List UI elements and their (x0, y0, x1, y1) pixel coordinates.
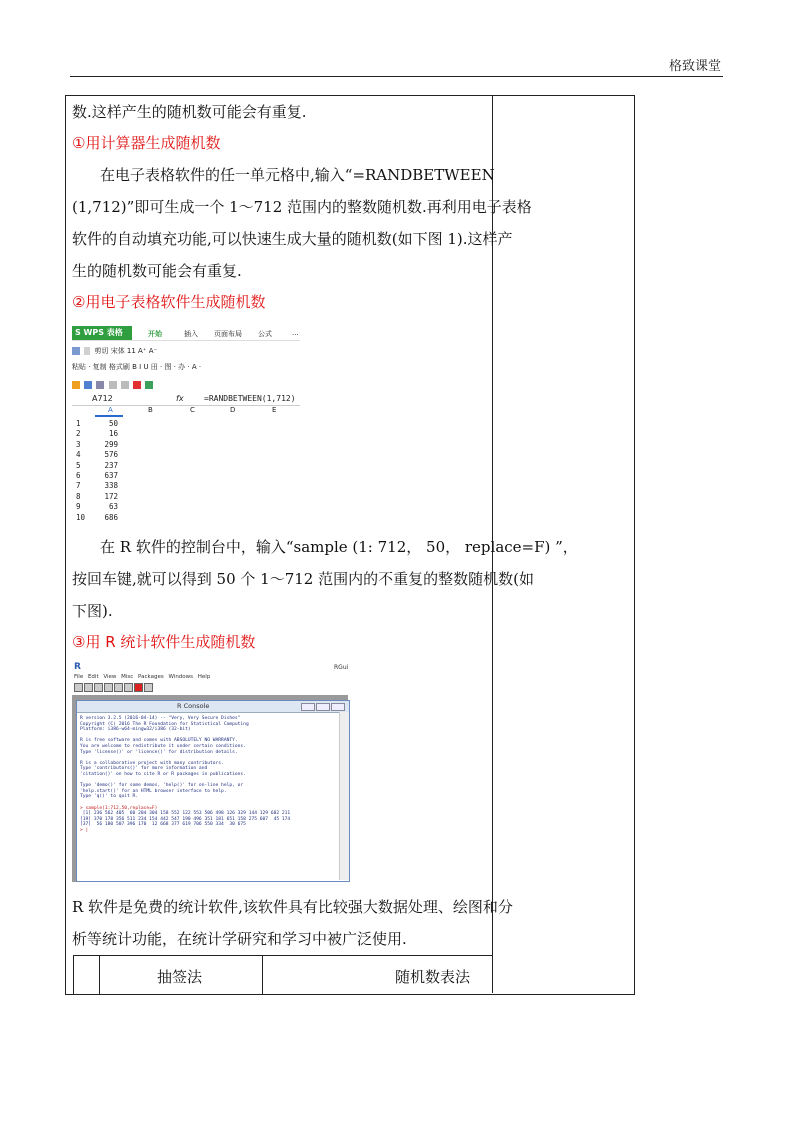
cell-value[interactable]: 50 (108, 419, 118, 428)
row-number[interactable]: 4 (76, 450, 81, 460)
redo-icon (121, 381, 129, 389)
r-console-title: R Console (177, 702, 210, 710)
col-header-d[interactable]: D (230, 406, 236, 414)
para1-line4: 生的随机数可能会有重复. (72, 262, 242, 280)
cell-value[interactable]: 338 (104, 481, 118, 491)
para2-line1: 在 R 软件的控制台中，输入“sample (1: 712， 50， replace=F) ”， (100, 538, 578, 556)
stop-icon[interactable] (134, 683, 143, 692)
wps-toolbar-row1 (72, 344, 300, 358)
console-scrollbar[interactable] (339, 712, 349, 880)
wps-tab-layout[interactable]: 页面布局 (214, 330, 242, 338)
formula-input[interactable]: =RANDBETWEEN(1,712) (204, 394, 296, 403)
para1-line1: 在电子表格软件的任一单元格中,输入“=RANDBETWEEN (100, 166, 495, 184)
para2-line2: 按回车键,就可以得到 50 个 1～712 范围内的不重复的整数随机数(如 (72, 570, 534, 588)
row-number[interactable]: 10 (76, 512, 86, 522)
console-line: Copyright (C) 2016 The R Foundation for Statistical Computing (80, 721, 249, 727)
save-icon (84, 381, 92, 389)
col-header-c[interactable]: C (190, 406, 195, 414)
sheet-icon (145, 381, 153, 389)
row-number[interactable]: 7 (76, 481, 81, 491)
para3-line2: 析等统计功能，在统计学研究和学习中被广泛使用. (72, 930, 407, 948)
table-cell-blank (73, 956, 100, 994)
formula-bar (72, 393, 300, 406)
header-brand: 格致课堂 (668, 59, 721, 74)
console-line: Type 'demo()' for some demos, 'help()' for on-line help, or (80, 783, 244, 789)
load-workspace-icon[interactable] (84, 683, 93, 692)
save-workspace-icon[interactable] (94, 683, 103, 692)
open-icon (72, 381, 80, 389)
console-line: 'help.start()' for an HTML browser interface to help. (80, 788, 227, 794)
print-icon[interactable] (144, 683, 153, 692)
print-icon (96, 381, 104, 389)
wps-toolbar-row1-text: 剪切 宋体 11 A⁺ A⁻ (94, 347, 158, 355)
row-number[interactable]: 3 (76, 439, 81, 449)
cell-value[interactable]: 172 (104, 491, 118, 501)
console-line: Type 'q()' to quit R. (80, 794, 139, 800)
col-header-e[interactable]: E (272, 406, 277, 414)
console-output-line: [19] 370 178 356 511 234 154 442 547 190 496 351 181 651 158 275 607 45 174 (80, 816, 291, 822)
row-number[interactable]: 2 (76, 429, 81, 439)
row-number[interactable]: 9 (76, 502, 81, 512)
copy-paste-icon[interactable] (124, 683, 133, 692)
minimize-icon[interactable] (301, 703, 315, 711)
rgui-menu-bar[interactable]: File Edit View Misc Packages Windows Help (74, 674, 211, 680)
console-prompt[interactable]: > | (80, 827, 89, 833)
cell-value[interactable]: 299 (104, 439, 118, 449)
cell-value[interactable]: 686 (104, 512, 118, 522)
wps-toolbar-row2: 粘贴 · 复制 格式刷 B I U 田 · 图 · 办 · A · (72, 363, 202, 371)
r-logo: R (74, 662, 81, 672)
console-output-line: [37] 56 180 507 396 170 12 668 377 619 706 550 334 30 675 (80, 822, 246, 828)
heading-calculator: ①用计算器生成随机数 (72, 134, 221, 152)
random-table-method-label: 随机数表法 (395, 968, 471, 986)
cell-reference[interactable]: A712 (92, 394, 113, 403)
wps-tab-more[interactable]: ... (292, 329, 299, 337)
row-number[interactable]: 1 (76, 419, 81, 428)
page-header (70, 52, 723, 77)
wps-screenshot (72, 322, 300, 526)
para1-line2: (1,712)”即可生成一个 1～712 范围内的整数随机数.再利用电子表格 (72, 198, 532, 216)
para3-line1: R 软件是免费的统计软件,该软件具有比较强大数据处理、绘图和分 (72, 898, 513, 916)
para1-line3: 软件的自动填充功能,可以快速生成大量的随机数(如下图 1).这样产 (72, 230, 513, 248)
close-icon[interactable] (331, 703, 345, 711)
undo-icon (109, 381, 117, 389)
rgui-title: RGui (334, 664, 349, 671)
r-console-titlebar (77, 701, 349, 713)
lottery-method-label: 抽签法 (157, 968, 203, 986)
selected-column-marker (95, 415, 123, 417)
console-line: 'citation()' on how to cite R or R packages in publications. (80, 771, 246, 777)
rgui-toolbar (74, 683, 154, 693)
wps-tab-formula[interactable]: 公式 (258, 330, 272, 338)
console-output-line: [1] 236 562 405 60 204 304 158 552 122 553 506 498 126 329 144 129 682 211 (80, 811, 291, 817)
wps-quick-access (72, 378, 300, 392)
cell-value[interactable]: 637 (104, 471, 118, 480)
console-line: Type 'contributors()' for more information and (80, 766, 208, 772)
text-line-1: 数.这样产生的随机数可能会有重复. (72, 103, 307, 121)
row-number[interactable]: 6 (76, 471, 81, 480)
console-line: You are welcome to redistribute it under certain conditions. (80, 743, 246, 749)
heading-r-software: ③用 R 统计软件生成随机数 (72, 633, 256, 651)
col-header-a[interactable]: A (108, 406, 113, 414)
console-line: R version 3.2.5 (2016-04-14) -- "Very, Very Secure Dishes" (80, 716, 241, 721)
console-line: Platform: i386-w64-mingw32/i386 (32-bit) (80, 727, 191, 733)
paste-icon (72, 347, 80, 355)
cell-value[interactable]: 63 (108, 502, 118, 512)
cut-icon (84, 347, 90, 355)
para2-line3: 下图). (72, 602, 113, 620)
r-console-window[interactable] (76, 700, 350, 882)
col-header-b[interactable]: B (148, 406, 153, 414)
wps-logo: S WPS 表格 (72, 326, 132, 340)
r-console-output (80, 716, 338, 833)
comparison-table (73, 955, 493, 994)
wps-w-icon (133, 381, 141, 389)
console-input-line: > sample(1:712,50,replace=F) (80, 805, 158, 811)
paste-icon[interactable] (114, 683, 123, 692)
heading-spreadsheet: ②用电子表格软件生成随机数 (72, 293, 266, 311)
fx-icon: fx (176, 394, 184, 403)
console-line: R is a collaborative project with many contributors. (80, 760, 224, 766)
copy-icon[interactable] (104, 683, 113, 692)
cell-value[interactable]: 237 (104, 460, 118, 470)
rgui-screenshot (72, 662, 348, 882)
wps-tab-insert[interactable]: 插入 (184, 330, 198, 338)
wps-ribbon-tabs (72, 326, 300, 341)
table-cell-lottery (99, 956, 263, 994)
wps-tab-home[interactable]: 开始 (148, 330, 162, 338)
console-line: Type 'license()' or 'licence()' for distribution details. (80, 749, 238, 755)
console-line: R is free software and comes with ABSOLUTELY NO WARRANTY. (80, 738, 238, 744)
maximize-icon[interactable] (316, 703, 330, 711)
open-script-icon[interactable] (74, 683, 83, 692)
table-cell-random-table (263, 956, 493, 994)
cell-value[interactable]: 16 (108, 429, 118, 439)
cell-value[interactable]: 576 (104, 450, 118, 460)
row-number[interactable]: 8 (76, 491, 81, 501)
row-number[interactable]: 5 (76, 460, 81, 470)
